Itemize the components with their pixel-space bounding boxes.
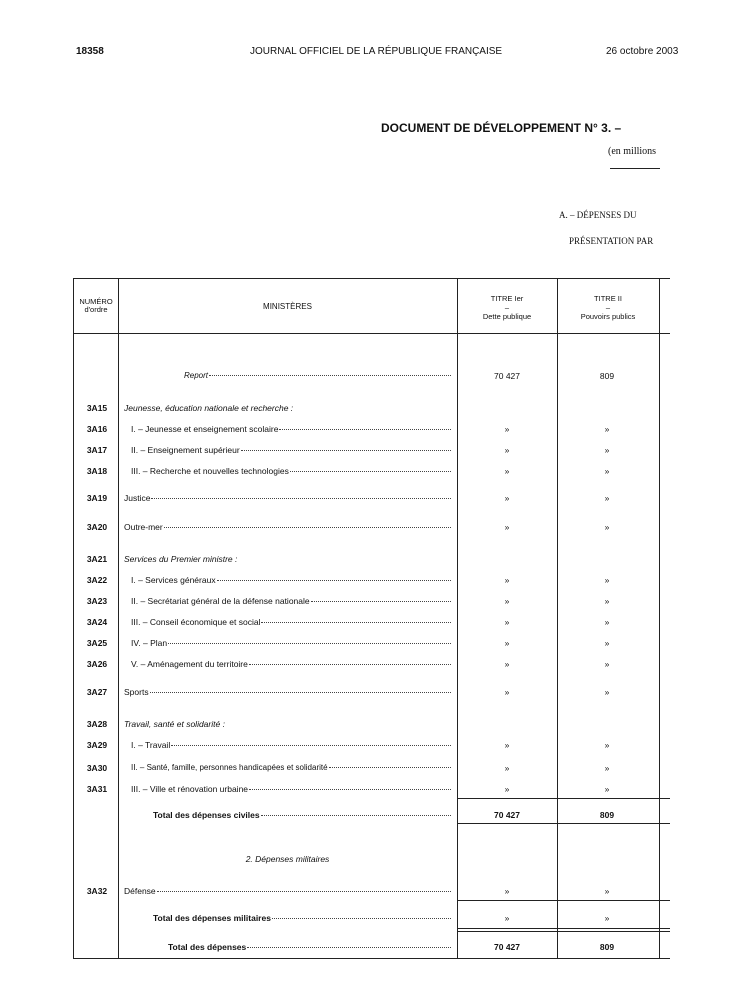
row-label-text: 2. Dépenses militaires bbox=[245, 854, 330, 864]
titre2-sub: Pouvoirs publics bbox=[580, 312, 636, 321]
row-label-text: IV. – Plan bbox=[131, 638, 168, 648]
row-label-text: I. – Travail bbox=[131, 740, 171, 750]
row-number: 3A31 bbox=[86, 784, 108, 794]
row-number: 3A28 bbox=[86, 719, 108, 729]
row-label bbox=[131, 659, 451, 669]
row-label-text: Total des dépenses bbox=[168, 942, 247, 952]
titre1-value: » bbox=[504, 763, 510, 773]
titre2-value: » bbox=[604, 913, 610, 923]
leader-dots bbox=[217, 580, 451, 581]
table-top-border bbox=[73, 278, 670, 279]
row-label-text: II. – Secrétariat général de la défense nationale bbox=[131, 596, 310, 606]
row-number: 3A24 bbox=[86, 617, 108, 627]
row-label-text: Travail, santé et solidarité : bbox=[124, 719, 225, 729]
row-number: 3A22 bbox=[86, 575, 108, 585]
leader-dots bbox=[168, 643, 451, 644]
leader-dots bbox=[249, 664, 451, 665]
titre1-value: 70 427 bbox=[494, 371, 520, 381]
row-label bbox=[124, 554, 237, 564]
row-label bbox=[131, 466, 451, 476]
row-number: 3A19 bbox=[86, 493, 108, 503]
leader-dots bbox=[164, 527, 451, 528]
row-label-text: Total des dépenses militaires bbox=[153, 913, 271, 923]
section-title: A. – DÉPENSES DU bbox=[559, 210, 637, 220]
titre2-dash: – bbox=[605, 303, 611, 312]
leader-dots bbox=[261, 815, 451, 816]
titre2-column-header bbox=[557, 294, 659, 321]
titre2-value: 809 bbox=[599, 371, 615, 381]
titre2-value: » bbox=[604, 638, 610, 648]
grand-total-double-rule bbox=[457, 931, 670, 932]
titre1-value: » bbox=[504, 445, 510, 455]
table-row bbox=[73, 552, 670, 568]
titre1-value: » bbox=[504, 596, 510, 606]
table-row bbox=[73, 369, 670, 385]
table-row bbox=[73, 520, 670, 536]
leader-dots bbox=[279, 429, 451, 430]
titre1-head: TITRE Ier bbox=[490, 294, 524, 303]
journal-title: JOURNAL OFFICIEL DE LA RÉPUBLIQUE FRANÇAISE bbox=[250, 46, 503, 57]
leader-dots bbox=[209, 375, 451, 376]
titre2-value: 809 bbox=[599, 810, 615, 820]
titre1-value: » bbox=[504, 740, 510, 750]
row-number: 3A25 bbox=[86, 638, 108, 648]
row-label bbox=[131, 596, 451, 606]
unit-rule bbox=[610, 168, 660, 169]
row-label-text: Sports bbox=[124, 687, 149, 697]
row-label-text: Services du Premier ministre : bbox=[124, 554, 238, 564]
titre1-value: » bbox=[504, 886, 510, 896]
row-label-text: Report bbox=[184, 371, 209, 380]
titre2-value: » bbox=[604, 784, 610, 794]
row-label bbox=[153, 913, 451, 923]
titre2-head: TITRE II bbox=[594, 294, 622, 303]
titre1-value: » bbox=[504, 617, 510, 627]
military-total-top-rule bbox=[457, 900, 670, 901]
row-label bbox=[184, 371, 451, 380]
row-label-text: II. – Santé, famille, personnes handicapées et solidarité bbox=[131, 763, 328, 772]
row-label bbox=[131, 575, 451, 585]
row-number: 3A27 bbox=[86, 687, 108, 697]
titre1-dash: – bbox=[504, 303, 510, 312]
leader-dots bbox=[261, 622, 451, 623]
row-label bbox=[124, 719, 225, 729]
row-label bbox=[131, 740, 451, 750]
row-number: 3A20 bbox=[86, 522, 108, 532]
row-label-text: II. – Enseignement supérieur bbox=[131, 445, 240, 455]
titre1-sub: Dette publique bbox=[482, 312, 532, 321]
table-row bbox=[73, 761, 670, 777]
titre1-column-header bbox=[457, 294, 557, 321]
titre1-value: » bbox=[504, 575, 510, 585]
table-row bbox=[73, 443, 670, 459]
titre2-value: » bbox=[604, 493, 610, 503]
titre1-value: » bbox=[504, 659, 510, 669]
titre2-value: » bbox=[604, 596, 610, 606]
row-label-text: III. – Ville et rénovation urbaine bbox=[131, 784, 249, 794]
titre2-value: » bbox=[604, 575, 610, 585]
row-label-text: III. – Conseil économique et social bbox=[131, 617, 261, 627]
table-row bbox=[73, 594, 670, 610]
leader-dots bbox=[329, 767, 451, 768]
row-label bbox=[131, 784, 451, 794]
row-label-text: Jeunesse, éducation nationale et recherche : bbox=[124, 403, 294, 413]
titre1-value: » bbox=[504, 638, 510, 648]
table-row bbox=[73, 636, 670, 652]
titre2-value: » bbox=[604, 763, 610, 773]
page-number: 18358 bbox=[76, 46, 104, 57]
titre2-value: » bbox=[604, 886, 610, 896]
table-row bbox=[73, 884, 670, 900]
titre1-value: 70 427 bbox=[494, 942, 520, 952]
table-row bbox=[73, 717, 670, 733]
row-number: 3A32 bbox=[86, 886, 108, 896]
num-column-header bbox=[74, 298, 118, 314]
table-row bbox=[73, 782, 670, 798]
row-label-text: Défense bbox=[124, 886, 156, 896]
table-row bbox=[73, 808, 670, 824]
row-label-text: Outre-mer bbox=[124, 522, 163, 532]
titre1-value: » bbox=[504, 424, 510, 434]
titre1-value: » bbox=[504, 522, 510, 532]
table-row bbox=[73, 852, 670, 868]
titre1-value: » bbox=[504, 493, 510, 503]
row-number: 3A23 bbox=[86, 596, 108, 606]
table-row bbox=[73, 464, 670, 480]
titre1-value: » bbox=[504, 913, 510, 923]
row-number: 3A16 bbox=[86, 424, 108, 434]
leader-dots bbox=[150, 692, 451, 693]
row-label bbox=[131, 638, 451, 648]
titre2-value: » bbox=[604, 445, 610, 455]
issue-date: 26 octobre 2003 bbox=[606, 46, 679, 57]
leader-dots bbox=[290, 471, 451, 472]
row-number: 3A29 bbox=[86, 740, 108, 750]
leader-dots bbox=[171, 745, 451, 746]
row-label bbox=[124, 403, 293, 413]
titre1-value: » bbox=[504, 784, 510, 794]
leader-dots bbox=[247, 947, 451, 948]
row-number: 3A15 bbox=[86, 403, 108, 413]
row-number: 3A18 bbox=[86, 466, 108, 476]
leader-dots bbox=[249, 789, 451, 790]
table-row bbox=[73, 685, 670, 701]
row-label bbox=[131, 763, 451, 772]
leader-dots bbox=[241, 450, 451, 451]
table-row bbox=[73, 573, 670, 589]
titre2-value: 809 bbox=[599, 942, 615, 952]
unit-note: (en millions bbox=[608, 146, 657, 157]
table-row bbox=[73, 491, 670, 507]
row-label bbox=[153, 810, 451, 820]
row-label bbox=[168, 942, 451, 952]
table-row bbox=[73, 401, 670, 417]
ministries-column-header: MINISTÈRES bbox=[263, 302, 312, 311]
civil-total-top-rule bbox=[457, 798, 670, 799]
titre1-value: » bbox=[504, 466, 510, 476]
header-bottom-border bbox=[73, 333, 670, 334]
row-label-text: I. – Services généraux bbox=[131, 575, 216, 585]
row-label-text: V. – Aménagement du territoire bbox=[131, 659, 248, 669]
leader-dots bbox=[151, 498, 451, 499]
row-label-text: Justice bbox=[124, 493, 151, 503]
row-label bbox=[118, 854, 457, 864]
table-row bbox=[73, 615, 670, 631]
titre2-value: » bbox=[604, 740, 610, 750]
num-header-line1: NUMÉRO bbox=[79, 297, 113, 306]
titre2-value: » bbox=[604, 659, 610, 669]
titre2-value: » bbox=[604, 687, 610, 697]
row-label-text: I. – Jeunesse et enseignement scolaire bbox=[131, 424, 279, 434]
row-label-text: Total des dépenses civiles bbox=[153, 810, 260, 820]
leader-dots bbox=[157, 891, 451, 892]
row-label bbox=[131, 445, 451, 455]
table-row bbox=[73, 940, 670, 956]
leader-dots bbox=[311, 601, 451, 602]
titre2-value: » bbox=[604, 466, 610, 476]
table-row bbox=[73, 422, 670, 438]
row-number: 3A17 bbox=[86, 445, 108, 455]
titre2-value: » bbox=[604, 617, 610, 627]
table-row bbox=[73, 911, 670, 927]
num-header-line2: d'ordre bbox=[84, 305, 108, 314]
titre1-value: 70 427 bbox=[494, 810, 520, 820]
table-row bbox=[73, 657, 670, 673]
leader-dots bbox=[272, 918, 451, 919]
row-label bbox=[124, 687, 451, 697]
row-label-text: III. – Recherche et nouvelles technologies bbox=[131, 466, 289, 476]
military-total-bottom-rule bbox=[457, 928, 670, 929]
row-label bbox=[131, 617, 451, 627]
row-label bbox=[124, 886, 451, 896]
row-label bbox=[131, 424, 451, 434]
row-number: 3A21 bbox=[86, 554, 108, 564]
row-label bbox=[124, 493, 451, 503]
row-number: 3A26 bbox=[86, 659, 108, 669]
document-title: DOCUMENT DE DÉVELOPPEMENT N° 3. – bbox=[381, 121, 622, 135]
presentation-heading: PRÉSENTATION PAR bbox=[569, 236, 654, 246]
table-row bbox=[73, 738, 670, 754]
titre2-value: » bbox=[604, 424, 610, 434]
row-label bbox=[124, 522, 451, 532]
titre1-value: » bbox=[504, 687, 510, 697]
row-number: 3A30 bbox=[86, 763, 108, 773]
table-bottom-border bbox=[73, 958, 670, 959]
titre2-value: » bbox=[604, 522, 610, 532]
